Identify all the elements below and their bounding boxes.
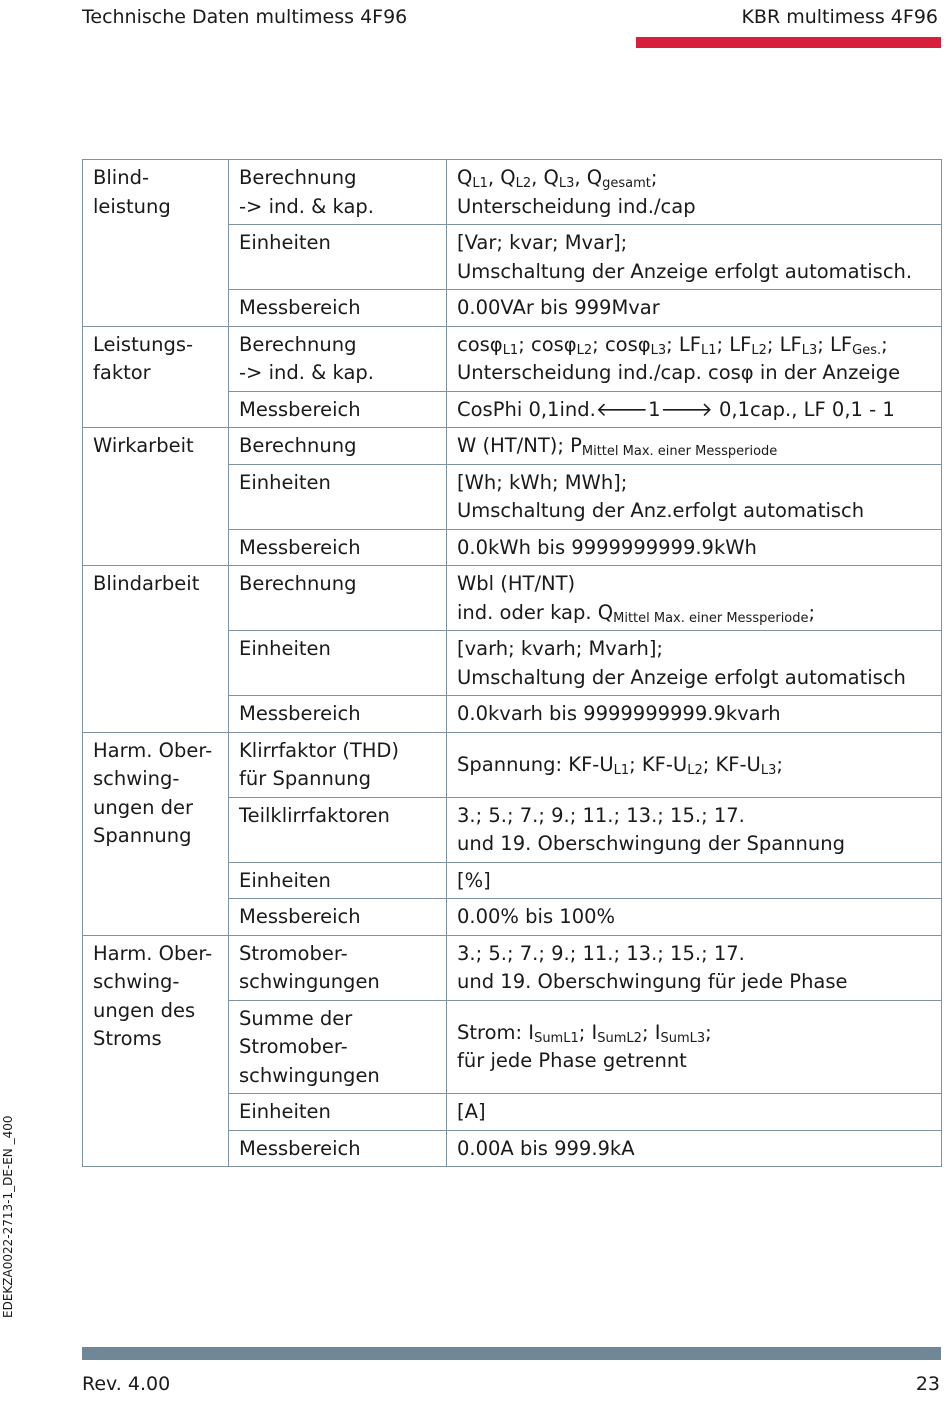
param-cell (229, 160, 447, 225)
param-cell: Messbereich (229, 696, 447, 733)
value-line: und 19. Oberschwingung für jede Phase (457, 970, 848, 993)
group-label-line: Spannung (93, 824, 192, 847)
group-label-line: Blind- (93, 166, 149, 189)
value-line: Umschaltung der Anz.erfolgt automatisch (457, 499, 865, 522)
group-label-line: ungen der (93, 795, 194, 819)
table-row (83, 428, 942, 465)
value-line: 3.; 5.; 7.; 9.; 11.; 13.; 15.; 17. (457, 941, 745, 965)
param-label-line: schwingungen (239, 1063, 380, 1087)
value-line-formula: Spannung: $KF-U_{L1}$; $KF-U_{L2}$; $KF-U_{L3}$; (457, 752, 783, 778)
param-cell: Einheiten (229, 631, 447, 696)
footer-revision: Rev. 4.00 (82, 1373, 171, 1395)
param-cell: Messbereich (229, 1130, 447, 1167)
value-cell: [A] (447, 1094, 942, 1131)
value-line: für jede Phase getrennt (457, 1049, 687, 1073)
group-cell-blindleistung (83, 160, 229, 327)
param-cell (229, 1000, 447, 1094)
group-cell-harmonics-voltage (83, 732, 229, 935)
group-label-line: Stroms (93, 1027, 162, 1050)
param-cell: Messbereich (229, 899, 447, 936)
value-cell: 0.0kvarh bis 9999999999.9kvarh (447, 696, 942, 733)
value-line: und 19. Oberschwingung der Spannung (457, 832, 845, 855)
param-cell: Berechnung (229, 566, 447, 631)
footer-bar (82, 1347, 941, 1360)
group-label-line: ungen des (93, 998, 196, 1022)
value-line: [Var; kvar; Mvar]; (457, 231, 628, 254)
value-cell (447, 1000, 942, 1094)
group-cell-blindarbeit (83, 566, 229, 733)
param-label-line: Summe der (239, 1006, 353, 1030)
param-cell (229, 732, 447, 797)
value-line: Unterscheidung ind./cap. cosφ in der Anzeige (457, 361, 901, 384)
table-row (83, 160, 942, 225)
header-document-title: Technische Daten multimess 4F96 (82, 6, 408, 28)
param-label-line: Klirrfaktor (THD) (239, 738, 400, 762)
value-cell: 0.00A bis 999.9kA (447, 1130, 942, 1167)
param-label-line: -> ind. & kap. (239, 361, 375, 384)
param-label-line: für Spannung (239, 767, 371, 790)
group-label-line: Wirkarbeit (93, 434, 194, 457)
param-cell: Einheiten (229, 862, 447, 899)
param-label-line: Berechnung (239, 332, 357, 356)
param-cell: Messbereich (229, 290, 447, 327)
value-line: Umschaltung der Anzeige erfolgt automatisch. (457, 259, 913, 283)
header-accent-bar (636, 37, 941, 48)
value-line: 3.; 5.; 7.; 9.; 11.; 13.; 15.; 17. (457, 803, 745, 827)
param-cell: Messbereich (229, 529, 447, 566)
value-line: Wbl (HT/NT) (457, 572, 576, 595)
page-number: 23 (915, 1373, 940, 1395)
value-cell (447, 566, 942, 631)
value-cell: [%] (447, 862, 942, 899)
value-cell (447, 326, 942, 391)
value-cell (447, 160, 942, 225)
table-row (83, 566, 942, 631)
value-line-formula: ind. oder kap. $Q_{Mittel Max. einer Messperiode}$; (457, 600, 816, 626)
value-line: [Wh; kWh; MWh]; (457, 470, 628, 494)
value-cell: 0.00% bis 100% (447, 899, 942, 936)
param-label-line: Berechnung (239, 166, 357, 189)
value-cell (447, 732, 942, 797)
param-cell (229, 935, 447, 1000)
param-cell (229, 326, 447, 391)
value-line-formula: cosφ$_{L1}$; cosφ$_{L2}$; cosφ$_{L3}$; $LF_{L1}$; $LF_{L2}$; $LF_{L3}$; $LF_{Ges.}$; (457, 332, 888, 358)
value-cell (447, 631, 942, 696)
technical-data-table (82, 159, 942, 1167)
value-cell: 0.0kWh bis 9999999999.9kWh (447, 529, 942, 566)
value-line: [varh; kvarh; Mvarh]; (457, 637, 664, 660)
group-label-line: Harm. Ober- (93, 941, 213, 965)
value-line: Unterscheidung ind./cap (457, 194, 696, 218)
header-product-name: KBR multimess 4F96 (741, 6, 938, 28)
group-label-line: Blindarbeit (93, 572, 200, 595)
group-label-line: schwing- (93, 970, 180, 993)
value-line: Umschaltung der Anzeige erfolgt automatisch (457, 665, 906, 689)
group-cell-wirkarbeit (83, 428, 229, 566)
group-cell-leistungsfaktor (83, 326, 229, 428)
table-row (83, 935, 942, 1000)
param-cell: Messbereich (229, 391, 447, 428)
param-cell: Einheiten (229, 225, 447, 290)
param-label-line: schwingungen (239, 970, 380, 993)
value-cell (447, 225, 942, 290)
group-label-line: Leistungs- (93, 332, 194, 356)
group-label-line: leistung (93, 194, 171, 218)
document-id-vertical: EDEKZA0022-2713-1_DE-EN _400 (1, 1115, 15, 1318)
value-cell (447, 464, 942, 529)
param-cell: Einheiten (229, 464, 447, 529)
param-cell: Berechnung (229, 428, 447, 465)
value-cell (447, 428, 942, 465)
param-label-line: Stromober- (239, 941, 348, 965)
group-cell-harmonics-current (83, 935, 229, 1167)
group-label-line: Harm. Ober- (93, 738, 213, 762)
value-line-formula: $Q_{L1}$, $Q_{L2}$, $Q_{L3}$, $Q_{gesamt}$; (457, 166, 658, 191)
group-label-line: faktor (93, 361, 151, 384)
value-line-formula: Strom: $I_{SumL1}$; $I_{SumL2}$; $I_{SumL3}$; (457, 1020, 712, 1046)
param-cell: Einheiten (229, 1094, 447, 1131)
value-cell: CosPhi 0,1ind.🡐1🡒 0,1cap., LF 0,1 - 1 (447, 391, 942, 428)
table-row (83, 732, 942, 797)
value-cell (447, 935, 942, 1000)
value-line-formula: W (HT/NT); $P_{Mittel Max. einer Messperiode}$ (457, 434, 778, 459)
param-label-line: -> ind. & kap. (239, 194, 375, 218)
param-label-line: Stromober- (239, 1035, 348, 1058)
group-label-line: schwing- (93, 767, 180, 790)
value-cell: 0.00VAr bis 999Mvar (447, 290, 942, 327)
table-row (83, 326, 942, 391)
param-cell: Teilklirrfaktoren (229, 797, 447, 862)
value-cell (447, 797, 942, 862)
